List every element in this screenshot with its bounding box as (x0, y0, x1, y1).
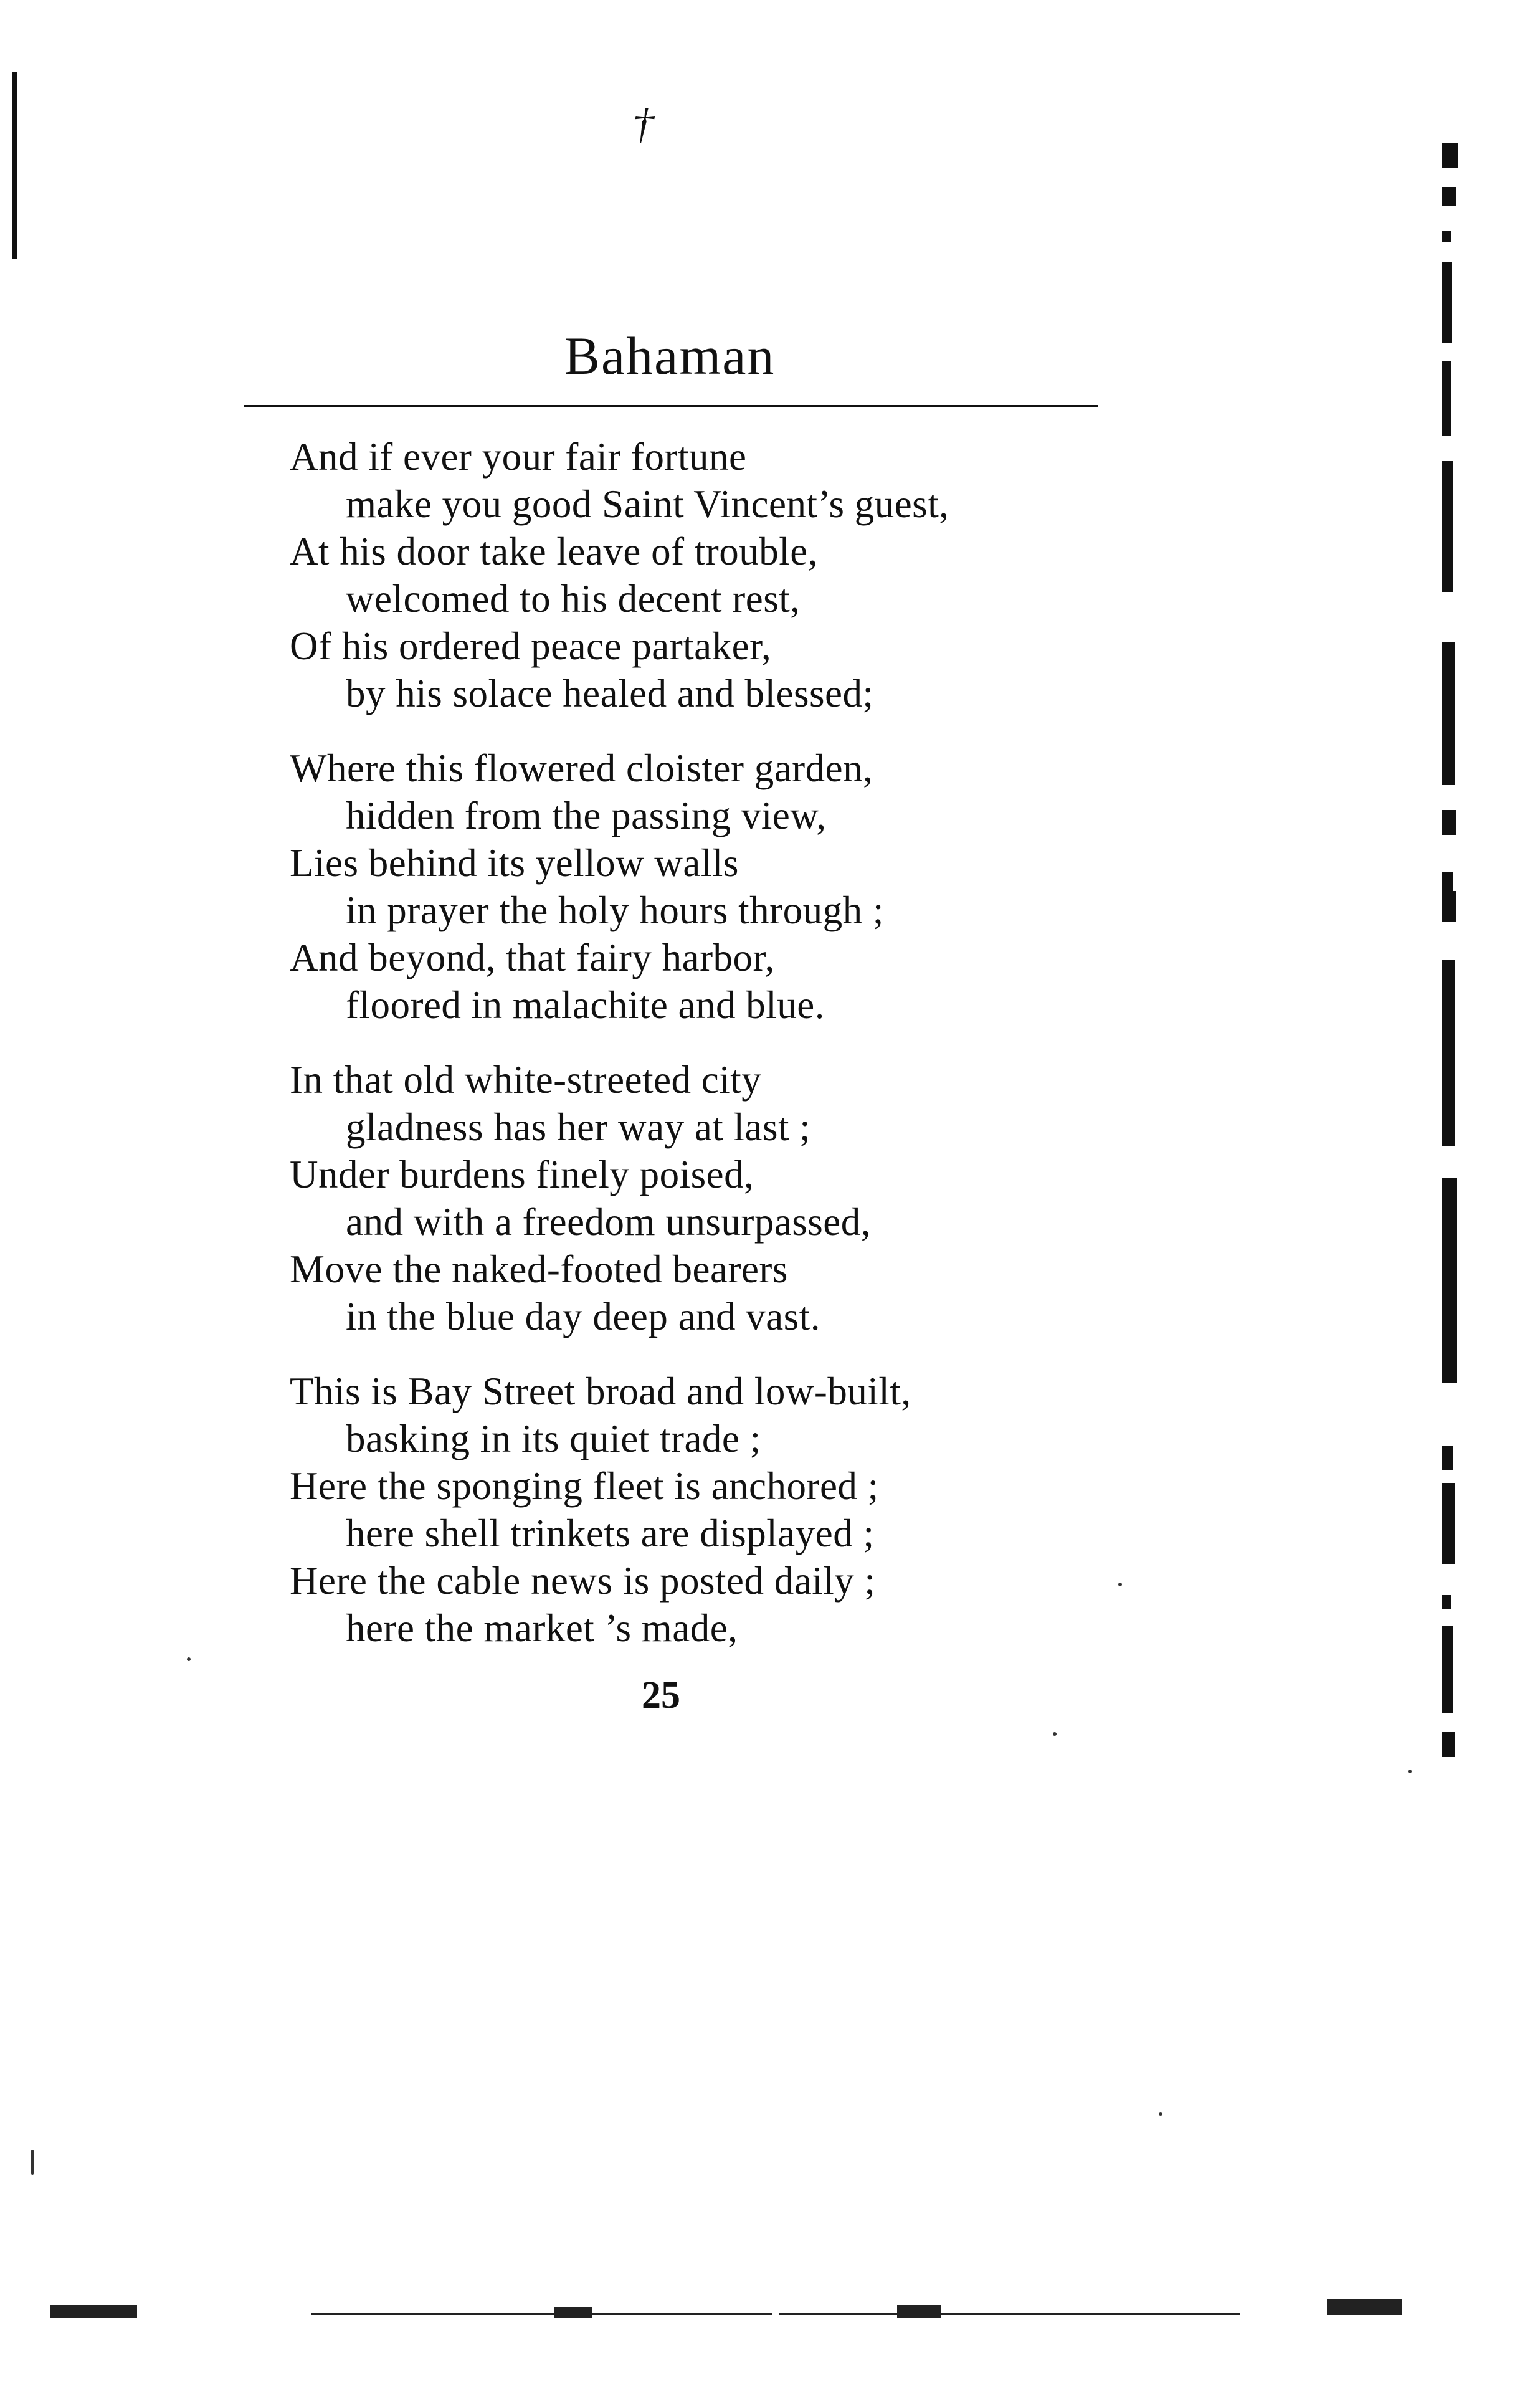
top-ink-mark: † (632, 100, 654, 148)
poem-line: Of his ordered peace partaker, (290, 624, 772, 668)
scan-edge-bottom-marks (50, 2299, 1445, 2324)
scan-speck (187, 1657, 191, 1661)
poem-line: welcomed to his decent rest, (346, 577, 801, 621)
page-title: Bahaman (564, 326, 776, 386)
scan-speck (1408, 1770, 1412, 1773)
poem-line: Move the naked-footed bearers (290, 1247, 788, 1291)
stanza (290, 1056, 1162, 1340)
poem-line: Under burdens finely poised, (290, 1153, 754, 1196)
poem-line: in prayer the holy hours through ; (346, 888, 884, 932)
poem-line: here the market ’s made, (346, 1606, 738, 1650)
scan-edge-right-marks (1442, 62, 1480, 1807)
poem-line: by his solace healed and blessed; (346, 672, 874, 715)
stanza (290, 433, 1162, 717)
poem-line: At his door take leave of trouble, (290, 530, 818, 573)
title-rule (244, 405, 1098, 407)
stanza (290, 745, 1162, 1029)
poem-line: floored in malachite and blue. (346, 983, 825, 1027)
poem-line: This is Bay Street broad and low-built, (290, 1370, 911, 1413)
stanza (290, 1368, 1162, 1652)
poem-line: Lies behind its yellow walls (290, 841, 739, 885)
poem-line: In that old white-streeted city (290, 1058, 762, 1102)
poem-line: And if ever your fair fortune (290, 435, 747, 479)
poem-line: And beyond, that fairy harbor, (290, 936, 775, 979)
scan-speck (31, 2150, 34, 2175)
poem-line: basking in its quiet trade ; (346, 1417, 761, 1460)
poem-line: and with a freedom unsurpassed, (346, 1200, 872, 1244)
poem-line: Here the cable news is posted daily ; (290, 1559, 876, 1603)
scan-speck (1159, 2112, 1162, 2116)
poem-line: make you good Saint Vincent’s guest, (346, 482, 949, 526)
poem-line: Here the sponging fleet is anchored ; (290, 1464, 879, 1508)
poem-line: Where this flowered cloister garden, (290, 746, 873, 790)
poem-body (290, 433, 1162, 1679)
page-number: 25 (642, 1674, 680, 1717)
scan-edge-left-mark (12, 72, 17, 259)
poem-line: gladness has her way at last ; (346, 1105, 811, 1149)
poem-line: in the blue day deep and vast. (346, 1295, 821, 1338)
poem-line: hidden from the passing view, (346, 794, 827, 837)
scan-speck (1053, 1732, 1057, 1736)
poem-line: here shell trinkets are displayed ; (346, 1512, 875, 1555)
